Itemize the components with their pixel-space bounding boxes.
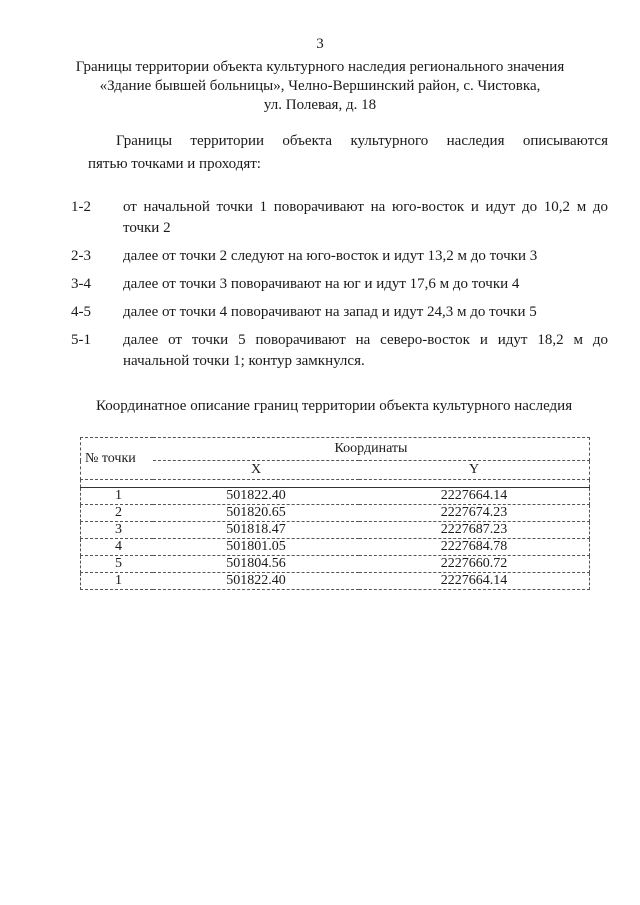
boundary-step xyxy=(71,246,608,267)
table-row xyxy=(81,505,590,522)
cell-point: 2 xyxy=(81,505,154,522)
cell-point: 4 xyxy=(81,539,154,556)
coordinates-caption: Координатное описание границ территории объекта культурного наследия xyxy=(96,398,573,414)
table-row xyxy=(81,488,590,505)
title-line: Границы территории объекта культурного наследия регионального значения xyxy=(75,59,565,75)
cell-y: 2227687.23 xyxy=(359,522,590,539)
boundary-step xyxy=(71,302,608,323)
step-number: 5-1 xyxy=(71,332,91,348)
cell-x: 501818.47 xyxy=(153,522,359,539)
cell-point: 1 xyxy=(81,488,154,505)
table-row xyxy=(81,573,590,590)
table-row xyxy=(81,556,590,573)
intro-line: Границы территории объекта культурного наследия описываются xyxy=(116,133,608,149)
table-row xyxy=(81,522,590,539)
cell-y: 2227664.14 xyxy=(359,573,590,590)
cell-x: 501822.40 xyxy=(153,573,359,590)
header-coordinates: Координаты xyxy=(153,438,590,461)
boundary-steps xyxy=(71,197,608,379)
cell-x: 501822.40 xyxy=(153,488,359,505)
step-text: далее от точки 2 следуют на юго-восток и идут 13,2 м до точки 3 xyxy=(123,248,538,264)
cell-y: 2227660.72 xyxy=(359,556,590,573)
step-number: 3-4 xyxy=(71,276,91,292)
header-y: Y xyxy=(359,461,590,480)
header-point-number: № точки xyxy=(81,438,154,480)
step-text: далее от точки 3 поворачивают на юг и идут 17,6 м до точки 4 xyxy=(123,276,520,292)
step-text: далее от точки 5 поворачивают на северо-восток и идут 18,2 м до начальной точки 1; контур замкнулся. xyxy=(123,332,608,369)
intro-paragraph xyxy=(88,130,608,176)
cell-x: 501804.56 xyxy=(153,556,359,573)
step-text: далее от точки 4 поворачивают на запад и идут 24,3 м до точки 5 xyxy=(123,304,537,320)
boundary-step xyxy=(71,330,608,372)
cell-x: 501801.05 xyxy=(153,539,359,556)
step-number: 1-2 xyxy=(71,199,91,215)
cell-point: 1 xyxy=(81,573,154,590)
title-line: «Здание бывшей больницы», Челно-Вершинский район, с. Чистовка, xyxy=(99,78,541,94)
step-number: 4-5 xyxy=(71,304,91,320)
step-text: от начальной точки 1 поворачивают на юго-восток и идут до 10,2 м до точки 2 xyxy=(123,199,608,236)
table-row xyxy=(81,539,590,556)
boundary-step xyxy=(71,197,608,239)
boundary-step xyxy=(71,274,608,295)
cell-y: 2227674.23 xyxy=(359,505,590,522)
header-spacer xyxy=(81,480,590,488)
cell-point: 5 xyxy=(81,556,154,573)
document-title xyxy=(40,58,600,115)
step-number: 2-3 xyxy=(71,248,91,264)
cell-y: 2227684.78 xyxy=(359,539,590,556)
header-x: X xyxy=(153,461,359,480)
title-line: ул. Полевая, д. 18 xyxy=(263,97,377,113)
intro-line: пятью точками и проходят: xyxy=(88,156,261,172)
page-number: 3 xyxy=(316,36,324,52)
cell-point: 3 xyxy=(81,522,154,539)
coordinates-table xyxy=(80,437,590,590)
cell-x: 501820.65 xyxy=(153,505,359,522)
cell-y: 2227664.14 xyxy=(359,488,590,505)
